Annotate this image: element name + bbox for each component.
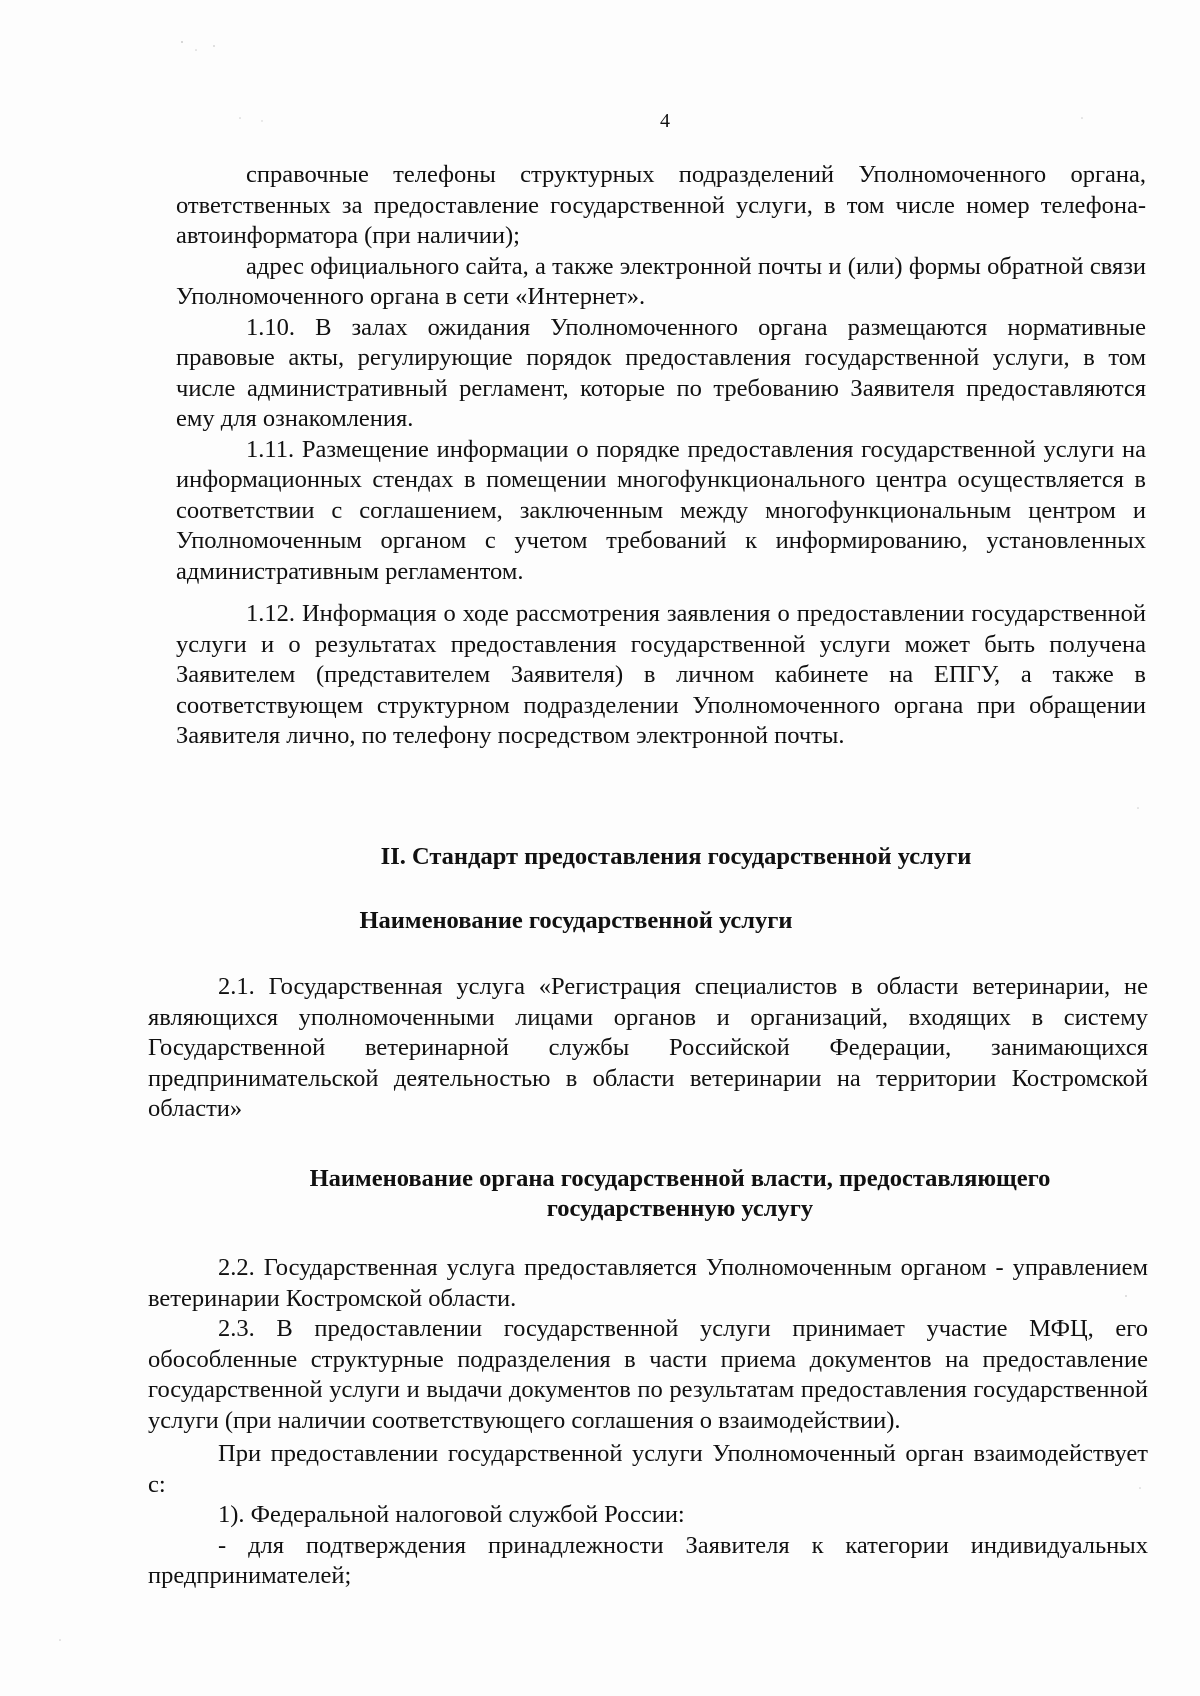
paragraph-1-12: 1.12. Информация о ходе рассмотрения заявления о предоставлении государственной услуги и о результатах предоставления государственной услуги может быть получена Заявителем (представителем Заявителя) в личном кабинете на ЕПГУ, а также в соответствующем структурном подразделении Уполномоченного органа при обращении Заявителя лично, по телефону посредством электронной почты. [176, 600, 1146, 749]
organ-heading-line-1: Наименование органа государственной власти, предоставляющего [309, 1165, 1051, 1192]
paragraph-2-3: 2.3. В предоставлении государственной услуги принимает участие МФЦ, его обособленные структурные подразделения в части приема документов на предоставление государственной услуги и выдачи документов по результатам предоставления государственной услуги (при наличии соответствующего соглашения о взаимодействии). [148, 1315, 1148, 1434]
section-heading: II. Стандарт предоставления государственной услуги [380, 843, 972, 870]
paragraph-1-11: 1.11. Размещение информации о порядке предоставления государственной услуги на информационных стендах в помещении многофункционального центра осуществляется в соответствии с соглашением, заключенным между многофункциональным центром и Уполномоченным органом с учетом требований к информированию, установленных административным регламентом. [176, 435, 1146, 585]
paragraph-reference-phones: справочные телефоны структурных подразделений Уполномоченного органа, ответственных за предоставление государственной услуги, в том числе номер телефона-автоинформатора (при наличии); [176, 161, 1146, 249]
organ-heading-line-2: государственную услугу [546, 1195, 814, 1222]
paragraph-fns: 1). Федеральной налоговой службой России: [218, 1501, 685, 1528]
paragraph-2-1: 2.1. Государственная услуга «Регистрация специалистов в области ветеринарии, не являющихся уполномоченными лицами органов и организаций, входящих в систему Государственной ветеринарной службы Российской Федерации, занимающихся предпринимательской деятельностью в области ветеринарии на территории Костромской области» [148, 973, 1148, 1122]
paragraph-2-2: 2.2. Государственная услуга предоставляется Уполномоченным органом - управлением ветеринарии Костромской области. [148, 1254, 1148, 1312]
bottom-text-block [148, 1253, 1148, 1592]
service-name-heading: Наименование государственной услуги [359, 907, 793, 934]
paragraph-1-10: 1.10. В залах ожидания Уполномоченного органа размещаются нормативные правовые акты, регулирующие порядок предоставления государственной услуги, в том числе административный регламент, которые по требованию Заявителя предоставляются ему для ознакомления. [176, 313, 1146, 432]
paragraph-2-1-block [148, 972, 1148, 1125]
paragraph-interaction: При предоставлении государственной услуги Уполномоченный орган взаимодействует с: [148, 1440, 1148, 1498]
page-number: 4 [660, 110, 670, 132]
paragraph-official-site: адрес официального сайта, а также электронной почты и (или) формы обратной связи Уполномоченного органа в сети «Интернет». [176, 252, 1146, 310]
top-text-block [176, 160, 1146, 752]
paragraph-dash-ip: - для подтверждения принадлежности Заявителя к категории индивидуальных предпринимателей; [148, 1531, 1148, 1589]
organ-heading [230, 1164, 1130, 1224]
